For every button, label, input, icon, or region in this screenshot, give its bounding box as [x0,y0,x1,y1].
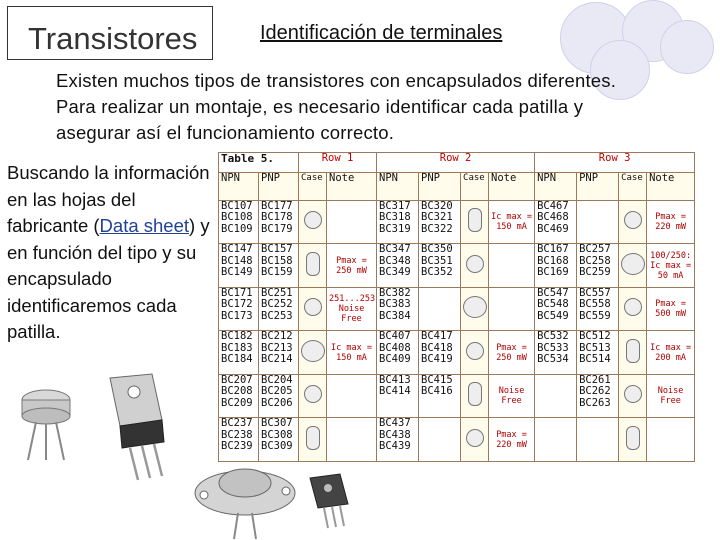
pnp-cell [577,287,619,331]
case-cell [299,331,327,375]
npn-cell [377,200,419,244]
col-case: Case [461,172,489,200]
col-npn: NPN [535,172,577,200]
case-cell [619,200,647,244]
part-number: BC214 [261,353,293,366]
part-number: BC415 [421,374,453,386]
transistor-case-icon [306,426,320,450]
case-cell [299,418,327,462]
part-number: BC251 [261,287,293,299]
part-number: BC347 [379,243,411,256]
part-number: BC213 [261,341,293,354]
note-cell [327,374,377,418]
to18-transistor-illustration [8,382,88,462]
col-case: Case [299,172,327,200]
part-number: BC204 [261,374,293,386]
part-number: BC351 [421,254,453,267]
note-cell: 251...253 Noise Free [327,287,377,331]
title-box [7,6,213,60]
intro-paragraph: Existen muchos tipos de transistores con encapsulados diferentes. Para realizar un montaje, es necesario identificar cada patilla y asegurar así el funcionamiento correcto. [56,70,617,143]
part-number: BC512 [579,330,611,343]
part-number: BC533 [537,341,569,354]
npn-cell [377,418,419,462]
col-note: Note [489,172,535,200]
part-number: BC157 [261,243,293,256]
case-cell [619,287,647,331]
transistor-case-icon [621,253,645,275]
transistor-table [218,152,694,462]
part-number: BC408 [379,341,411,354]
npn-cell [377,287,419,331]
part-number: BC179 [261,222,293,235]
part-number: BC159 [261,266,293,279]
part-number: BC259 [579,266,611,279]
note-cell: Ic max = 200 mA [647,331,695,375]
transistor-case-icon [624,298,642,316]
npn-cell [535,244,577,288]
npn-cell [535,287,577,331]
part-number: BC178 [261,211,293,224]
part-number: BC467 [537,200,569,212]
part-number: BC417 [421,330,453,343]
pnp-cell [577,418,619,462]
part-number: BC437 [379,417,411,430]
note-cell [647,418,695,462]
case-cell [461,418,489,462]
table-row [219,287,695,331]
part-number: BC168 [537,254,569,267]
page-subtitle: Identificación de terminales [260,22,503,44]
part-number: BC207 [221,374,253,386]
part-number: BC239 [221,440,253,453]
part-number: BC172 [221,298,253,311]
pnp-cell [259,200,299,244]
part-number: BC237 [221,417,253,430]
pnp-cell [259,287,299,331]
note-cell: 100/250: Ic max = 50 mA [647,244,695,288]
npn-cell [535,374,577,418]
case-cell [619,331,647,375]
npn-cell [219,244,259,288]
row-2-header: Row 2 [439,152,472,164]
part-number: BC182 [221,330,253,343]
part-number: BC382 [379,287,411,299]
side-text-after: ) y en función del tipo y su encapsulado identificaremos cada patilla. [7,215,210,342]
part-number: BC263 [579,396,611,409]
pnp-cell [419,287,461,331]
note-cell [327,200,377,244]
table-row [219,244,695,288]
transistor-case-icon [466,255,484,273]
part-number: BC439 [379,440,411,453]
case-cell [461,200,489,244]
note-cell: Noise Free [647,374,695,418]
part-number: BC206 [261,396,293,409]
part-number: BC169 [537,266,569,279]
side-paragraph [7,160,212,346]
pnp-cell [577,200,619,244]
part-number: BC383 [379,298,411,311]
part-number: BC319 [379,222,411,235]
npn-cell [377,374,419,418]
part-number: BC350 [421,243,453,256]
part-number: BC184 [221,353,253,366]
part-number: BC107 [221,200,253,212]
transistor-case-icon [466,429,484,447]
part-number: BC318 [379,211,411,224]
case-cell [619,418,647,462]
part-number: BC108 [221,211,253,224]
transistor-case-icon [463,296,487,318]
part-number: BC261 [579,374,611,386]
to220-transistor-illustration [92,372,182,482]
part-number: BC238 [221,428,253,441]
transistor-case-icon [468,382,482,406]
case-cell [299,287,327,331]
part-number: BC205 [261,385,293,398]
part-number: BC109 [221,222,253,235]
npn-cell [535,418,577,462]
npn-cell [219,200,259,244]
part-number: BC262 [579,385,611,398]
transistor-case-icon [624,385,642,403]
col-pnp: PNP [577,172,619,200]
case-cell [619,374,647,418]
note-cell: Pmax = 250 mW [327,244,377,288]
part-number: BC407 [379,330,411,343]
table-row [219,331,695,375]
part-number: BC409 [379,353,411,366]
part-number: BC413 [379,374,411,386]
part-number: BC307 [261,417,293,430]
pnp-cell [419,331,461,375]
case-cell [299,244,327,288]
npn-cell [377,244,419,288]
case-cell [299,374,327,418]
part-number: BC257 [579,243,611,256]
col-note: Note [327,172,377,200]
part-number: BC534 [537,353,569,366]
pnp-cell [419,200,461,244]
transistor-case-icon [304,211,322,229]
part-number: BC252 [261,298,293,311]
col-npn: NPN [219,172,259,200]
part-number: BC173 [221,309,253,322]
npn-cell [219,374,259,418]
part-number: BC183 [221,341,253,354]
transistor-case-icon [306,252,320,276]
part-number: BC418 [421,341,453,354]
part-number: BC171 [221,287,253,299]
part-number: BC348 [379,254,411,267]
case-cell [461,244,489,288]
part-number: BC317 [379,200,411,212]
case-cell [299,200,327,244]
transistor-case-icon [626,339,640,363]
part-number: BC209 [221,396,253,409]
part-number: BC349 [379,266,411,279]
case-cell [461,374,489,418]
npn-cell [219,287,259,331]
part-number: BC414 [379,385,411,398]
part-number: BC320 [421,200,453,212]
case-cell [619,244,647,288]
note-cell: Ic max = 150 mA [327,331,377,375]
part-number: BC416 [421,385,453,398]
table-row [219,200,695,244]
table-row [219,374,695,418]
transistor-case-icon [466,342,484,360]
pnp-cell [577,374,619,418]
npn-cell [219,331,259,375]
part-number: BC513 [579,341,611,354]
note-cell [489,244,535,288]
case-cell [461,331,489,375]
row-3-header: Row 3 [598,152,631,164]
transistor-case-icon [304,298,322,316]
note-cell: Pmax = 250 mW [489,331,535,375]
part-number: BC149 [221,266,253,279]
pnp-cell [259,331,299,375]
col-note: Note [647,172,695,200]
transistor-case-icon [624,211,642,229]
pnp-cell [259,244,299,288]
note-cell: Ic max = 150 mA [489,200,535,244]
part-number: BC419 [421,353,453,366]
part-number: BC158 [261,254,293,267]
part-number: BC469 [537,222,569,235]
part-number: BC532 [537,330,569,343]
transistor-case-icon [468,208,482,232]
part-number: BC557 [579,287,611,299]
part-number: BC549 [537,309,569,322]
part-number: BC559 [579,309,611,322]
side-text-before: Buscando la información en las hojas del fabricante ( [7,162,210,236]
transistor-case-icon [626,426,640,450]
page-title: Transistores [28,21,198,56]
to126-transistor-illustration [300,470,360,530]
part-number: BC208 [221,385,253,398]
npn-cell [377,331,419,375]
note-cell: Pmax = 220 mW [647,200,695,244]
npn-cell [535,331,577,375]
note-cell: Pmax = 220 mW [489,418,535,462]
part-number: BC352 [421,266,453,279]
part-number: BC167 [537,243,569,256]
pnp-cell [419,244,461,288]
note-cell [327,418,377,462]
col-npn: NPN [377,172,419,200]
col-case: Case [619,172,647,200]
note-cell: Noise Free [489,374,535,418]
part-number: BC212 [261,330,293,343]
note-cell [489,287,535,331]
part-number: BC468 [537,211,569,224]
part-number: BC548 [537,298,569,311]
part-number: BC147 [221,243,253,256]
part-number: BC321 [421,211,453,224]
pnp-cell [577,244,619,288]
npn-cell [535,200,577,244]
pnp-cell [419,418,461,462]
part-number: BC384 [379,309,411,322]
datasheet-link[interactable]: Data sheet [99,215,190,236]
table-caption: Table 5. [221,152,274,165]
part-number: BC558 [579,298,611,311]
part-number: BC148 [221,254,253,267]
part-number: BC438 [379,428,411,441]
transistor-case-icon [301,340,325,362]
part-number: BC177 [261,200,293,212]
part-number: BC309 [261,440,293,453]
col-pnp: PNP [419,172,461,200]
part-number: BC514 [579,353,611,366]
transistor-case-icon [304,385,322,403]
row-1-header: Row 1 [321,152,354,164]
pnp-cell [577,331,619,375]
part-number: BC258 [579,254,611,267]
pnp-cell [419,374,461,418]
part-number: BC547 [537,287,569,299]
to3-transistor-illustration [190,445,300,540]
part-number: BC253 [261,309,293,322]
col-pnp: PNP [259,172,299,200]
case-cell [461,287,489,331]
pnp-cell [259,374,299,418]
part-number: BC322 [421,222,453,235]
note-cell: Pmax = 500 mW [647,287,695,331]
part-number: BC308 [261,428,293,441]
